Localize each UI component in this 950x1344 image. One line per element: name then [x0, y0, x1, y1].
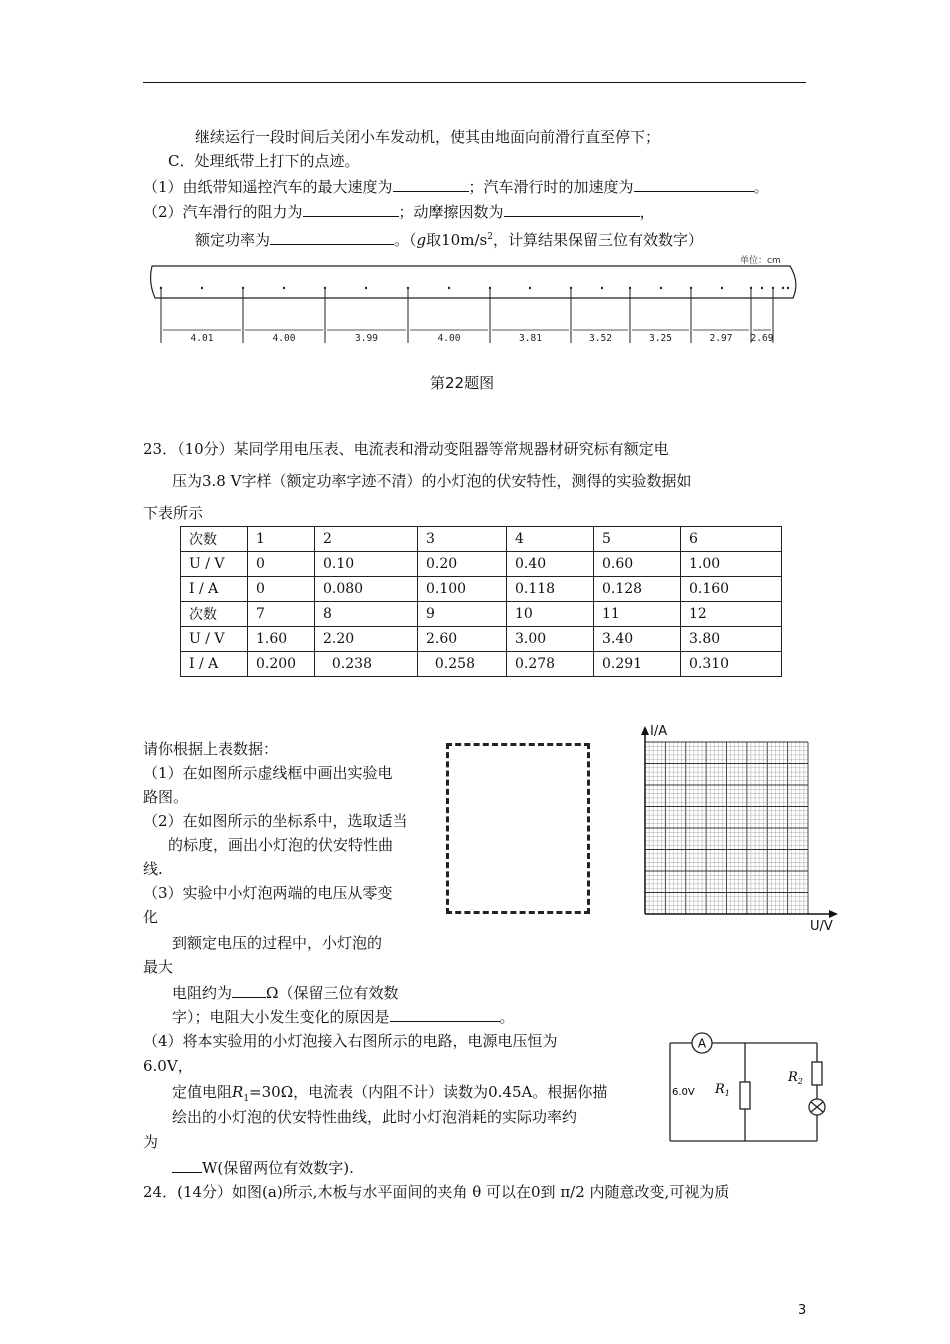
q23-line-3: 下表所示: [143, 504, 204, 522]
circuit-diagram: [665, 1027, 830, 1147]
table-cell: 0.128: [594, 577, 681, 602]
tape-segment-label: 3.81: [519, 333, 542, 344]
table-cell: 3.80: [681, 627, 782, 652]
table-cell: 6: [681, 527, 782, 552]
table-cell: 3: [418, 527, 507, 552]
answer-blank-max-speed[interactable]: [393, 177, 469, 192]
ammeter-label: A: [697, 1036, 707, 1051]
resistor-r2-icon: [812, 1062, 822, 1085]
q22-line-5: 额定功率为 。（g取$10m/s^2$，计算结果保留三位有效数字）: [195, 231, 703, 249]
q23-p2: （1）在如图所示虚线框中画出实验电: [143, 764, 393, 782]
table-cell: 0.20: [418, 552, 507, 577]
table-cell: 4: [507, 527, 594, 552]
table-row-header: 次数: [181, 527, 248, 552]
q23-p9: 到额定电压的过程中，小灯泡的: [172, 934, 383, 952]
table-row-header: U / V: [181, 627, 248, 652]
graph-grid: [645, 742, 808, 914]
table-cell: 0: [248, 552, 315, 577]
table-row-header: U / V: [181, 552, 248, 577]
table-row: [181, 577, 782, 602]
graph-y-axis-label: I/A: [650, 724, 668, 739]
q23-p6: 线.: [143, 860, 163, 878]
tape-dot: [201, 287, 203, 289]
table-cell: 0.310: [681, 652, 782, 677]
tape-segment-labels: [163, 330, 774, 344]
table-cell: 9: [418, 602, 507, 627]
table-cell: 2.20: [315, 627, 418, 652]
table-cell: 0.278: [507, 652, 594, 677]
tape-dot: [448, 287, 450, 289]
table-row: [181, 552, 782, 577]
tape-segment-label: 2.97: [709, 333, 733, 344]
graph-x-axis-label: U/V: [810, 919, 833, 934]
q22-line-2: C．处理纸带上打下的点迹。: [168, 152, 360, 170]
table-row: [181, 627, 782, 652]
paper-tape: [151, 266, 796, 298]
q23-p15: 定值电阻$R_1=30\Omega$，电流表（内阻不计）读数为0.45A。根据你描: [172, 1083, 608, 1104]
q23-p4: （2）在如图所示的坐标系中，选取适当: [143, 812, 408, 830]
table-cell: 0.291: [594, 652, 681, 677]
table-cell: 2: [315, 527, 418, 552]
tape-dot: [787, 287, 789, 289]
tape-segment-label: 3.52: [589, 333, 612, 344]
table-row-header: I / A: [181, 652, 248, 677]
tape-dot: [761, 287, 763, 289]
q23-p5: 的标度，画出小灯泡的伏安特性曲: [168, 836, 394, 854]
circuit-drawing-box[interactable]: [446, 743, 590, 914]
table-cell: 0.10: [315, 552, 418, 577]
q22-line-4: （2）汽车滑行的阻力为 ；动摩擦因数为 ，: [143, 203, 655, 221]
q23-p13: （4）将本实验用的小灯泡接入右图所示的电路，电源电压恒为: [143, 1032, 558, 1050]
table-row: [181, 602, 782, 627]
tape-dot: [782, 287, 784, 289]
q23-line-1: 23．（10分）某同学用电压表、电流表和滑动变阻器等常规器材研究标有额定电: [143, 440, 669, 458]
tape-dot: [529, 287, 531, 289]
tape-segment-label: 4.00: [437, 333, 461, 344]
answer-blank-friction-coefficient[interactable]: [504, 202, 640, 217]
table-cell: 0.40: [507, 552, 594, 577]
table-cell: 0.100: [418, 577, 507, 602]
table-cell: 0.160: [681, 577, 782, 602]
tape-segment-label: 4.00: [272, 333, 296, 344]
table-cell: 1.00: [681, 552, 782, 577]
q23-p3: 路图。: [143, 788, 189, 806]
table-cell: 0.118: [507, 577, 594, 602]
q24-line-1: 24．(14分）如图(a)所示,木板与水平面间的夹角 θ 可以在0到 π/2 内随意改变,可视为质: [143, 1183, 730, 1201]
table-cell: 3.00: [507, 627, 594, 652]
table-row-header: I / A: [181, 577, 248, 602]
table-cell: 2.60: [418, 627, 507, 652]
source-voltage-label: 6.0V: [672, 1087, 695, 1098]
q23-p11: 电阻约为 Ω（保留三位有效数: [172, 984, 399, 1002]
answer-blank-rated-power[interactable]: [270, 230, 394, 245]
graph-y-axis-arrow: [641, 726, 649, 735]
r2-label: $R_2$: [788, 1070, 803, 1086]
table-cell: 0.258: [418, 652, 507, 677]
table-cell: 11: [594, 602, 681, 627]
q23-p16: 绘出的小灯泡的伏安特性曲线，此时小灯泡消耗的实际功率约: [172, 1108, 578, 1126]
table-row-header: 次数: [181, 602, 248, 627]
table-cell: 0.080: [315, 577, 418, 602]
graph-x-axis-arrow: [829, 910, 838, 918]
tape-dot: [660, 287, 662, 289]
iv-graph-paper: [630, 718, 845, 936]
q23-p14: 6.0V，: [143, 1057, 193, 1075]
tape-dots: [160, 287, 789, 289]
table-cell: 0.238: [315, 652, 418, 677]
table-cell: 0.200: [248, 652, 315, 677]
table-cell: 1: [248, 527, 315, 552]
tape-segment-label: 3.99: [355, 333, 378, 344]
tape-segment-label: 4.01: [190, 333, 214, 344]
paper-tape-figure: [140, 250, 805, 350]
header-rule: [143, 82, 806, 83]
page-number: 3: [798, 1303, 807, 1318]
q23-p17: 为: [143, 1133, 159, 1151]
answer-blank-actual-power[interactable]: [172, 1158, 202, 1173]
figure-22-caption: 第22题图: [430, 374, 495, 392]
tape-unit-label: 单位：cm: [740, 256, 781, 266]
tape-dot: [283, 287, 285, 289]
q23-p7: （3）实验中小灯泡两端的电压从零变: [143, 884, 393, 902]
answer-blank-reason[interactable]: [390, 1007, 500, 1022]
table-row: [181, 527, 782, 552]
table-cell: 1.60: [248, 627, 315, 652]
q22-line-3: （1）由纸带知遥控汽车的最大速度为 ；汽车滑行时的加速度为 。: [143, 178, 769, 196]
q23-p10: 最大: [143, 958, 174, 976]
tape-dot: [721, 287, 723, 289]
q23-p8: 化: [143, 908, 159, 926]
tape-segment-label: 3.25: [649, 333, 672, 344]
q22-line-1: 继续运行一段时间后关闭小车发动机，使其由地面向前滑行直至停下；: [195, 128, 661, 146]
tape-dot: [601, 287, 603, 289]
table-row: [181, 652, 782, 677]
table-cell: 5: [594, 527, 681, 552]
q23-p18: W(保留两位有效数字).: [172, 1157, 354, 1179]
answer-blank-acceleration[interactable]: [634, 177, 754, 192]
table-cell: 0: [248, 577, 315, 602]
tape-segment-label: 2.69: [750, 333, 774, 344]
tape-dot: [365, 287, 367, 289]
q23-p12: 字）；电阻大小发生变化的原因是 。: [172, 1008, 515, 1026]
table-cell: 7: [248, 602, 315, 627]
tape-ticks: [161, 288, 773, 343]
table-cell: 12: [681, 602, 782, 627]
table-cell: 3.40: [594, 627, 681, 652]
table-cell: 10: [507, 602, 594, 627]
answer-blank-max-resistance[interactable]: [232, 983, 266, 998]
experiment-data-table: [180, 526, 782, 677]
table-cell: 8: [315, 602, 418, 627]
resistor-r1-icon: [740, 1082, 750, 1109]
answer-blank-resistance[interactable]: [303, 202, 399, 217]
q23-p1: 请你根据上表数据：: [143, 740, 279, 758]
r1-label: $R_1$: [715, 1082, 730, 1098]
q23-line-2: 压为3.8 V字样（额定功率字迹不清）的小灯泡的伏安特性，测得的实验数据如: [172, 472, 692, 490]
table-cell: 0.60: [594, 552, 681, 577]
